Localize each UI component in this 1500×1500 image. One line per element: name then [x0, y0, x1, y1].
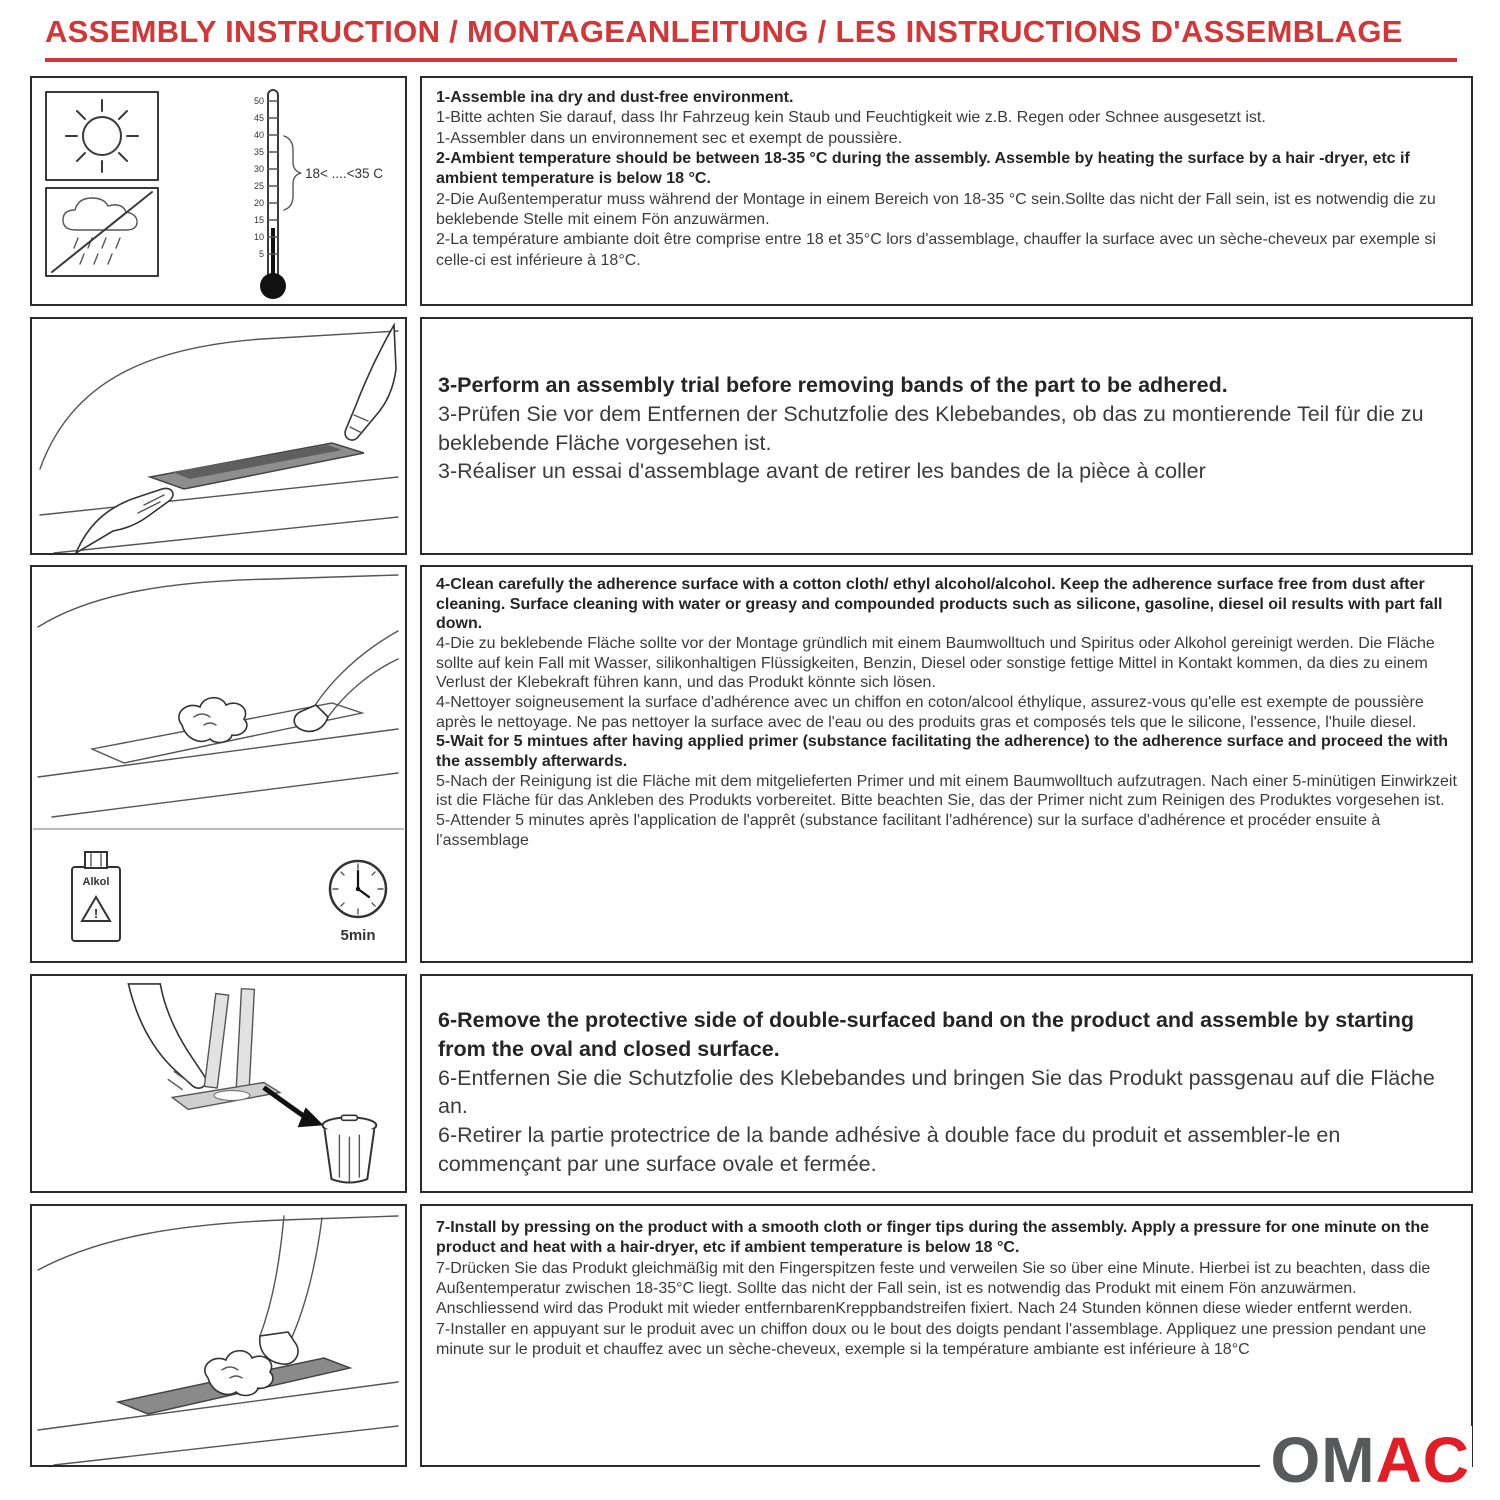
step-5-de: 5-Nach der Reinigung ist die Fläche mit dem mitgelieferten Primer und mit einem Baumwolltuch aufzutragen. Nach einer 5-minütigen Einwirkzeit ist die Fläche für das Ankleben des Produkts vorbereitet. Bitte beachten Sie, das der Primer nicht zum Reinigen des Produktes vorgesehen ist. — [436, 772, 1457, 810]
thermo-tick-label: 50 — [253, 96, 264, 106]
step-5-en: 5-Wait for 5 mintues after having applied primer (substance facilitating the adherence) to the adherence surface and proceed the with the assembly afterwards. — [436, 733, 1449, 771]
thermo-tick-label: 5 — [258, 249, 264, 259]
step-1-2-text — [420, 76, 1473, 306]
step-1-en: 1-Assemble ina dry and dust-free environment. — [436, 89, 794, 106]
step-4-en: 4-Clean carefully the adherence surface with a cotton cloth/ ethyl alcohol/alcohol. Keep the adherence surface free from dust after cleaning. Surface cleaning with water or greasy and compounded products such as silicone, gasoline, diesel oil results with part fall down. — [436, 576, 1443, 633]
step-4-5-figure — [30, 565, 407, 963]
step-1-de: 1-Bitte achten Sie darauf, dass Ihr Fahrzeug kein Staub und Feuchtigkeit wie z.B. Regen oder Schnee ausgesetzt ist. — [436, 109, 1266, 127]
thermo-tick-label: 45 — [253, 113, 264, 123]
cleaning-figure — [32, 567, 405, 961]
logo-ac: AC — [1375, 1424, 1470, 1496]
peeling-hand-icon — [128, 984, 205, 1090]
arrow-icon — [264, 1087, 324, 1127]
warning-exclamation: ! — [93, 906, 99, 921]
sun-icon — [46, 92, 158, 180]
thermo-tick-label: 25 — [253, 181, 264, 191]
clock-caption: 5min — [340, 927, 376, 944]
right-hand-icon — [345, 325, 396, 440]
step-6-en: 6-Remove the protective side of double-surfaced band on the product and assemble by starting from the oval and closed surface. — [438, 1008, 1415, 1061]
pressing-cloth-icon — [205, 1351, 273, 1396]
thermo-tick-label: 40 — [253, 130, 264, 140]
step-2-en: 2-Ambient temperature should be between 18-35 °C during the assembly. Assemble by heating the surface by a hair -dryer, etc if ambient temperature is below 18 °C. — [436, 149, 1410, 188]
step-3-text — [420, 317, 1473, 555]
step-7-figure — [30, 1204, 407, 1467]
step-4-de: 4-Die zu beklebende Fläche sollte vor der Montage gründlich mit einem Baumwolltuch und Spiritus oder Alkohol gereinigt werden. Die Fläche sollte auf kein Fall mit Wasser, silikonhaltigen Flüssigkeiten, Benzin, Diesel oder sonstige fettige Mittel in Kontakt kommen, da dies zu einem Verlust der Klebekraft führen kann, und das Produkt könnte sich lösen. — [436, 635, 1435, 692]
step-3-en: 3-Perform an assembly trial before removing bands of the part to be adhered. — [438, 373, 1228, 397]
cleaning-cloth-icon — [179, 698, 247, 743]
trial-placement-figure — [32, 319, 405, 553]
logo-om: OM — [1270, 1424, 1376, 1496]
step-2-de: 2-Die Außentemperatur muss während der Montage in einem Bereich von 18-35 °C sein.Sollte das nicht der Fall sein, ist es notwendig die zu beklebende Stelle mit einem Fön anzuwärmen. — [436, 190, 1436, 228]
step-1-2-figure — [30, 76, 407, 306]
peel-band-figure — [32, 976, 405, 1191]
thermometer-icon — [254, 90, 383, 299]
thermo-tick-label: 30 — [253, 164, 264, 174]
title-underline — [45, 58, 1457, 62]
step-5-fr: 5-Attender 5 minutes après l'application de l'apprêt (substance facilitant l'adhérence) sur la surface d'adhérence et procéder ensuite à l'assemblage — [436, 812, 1381, 849]
alcohol-bottle-icon — [72, 852, 120, 941]
step-6-fr: 6-Retirer la partie protectrice de la bande adhésive à double face du produit et assembler-le en commençant par une surface ovale et fermée. — [438, 1123, 1341, 1176]
press-install-figure — [32, 1206, 405, 1465]
step-6-de: 6-Entfernen Sie die Schutzfolie des Klebebandes und bringen Sie das Produkt passgenau auf die Fläche an. — [438, 1065, 1435, 1119]
thermo-range-label: 18< ....<35 C — [305, 166, 384, 181]
step-2-fr: 2-La température ambiante doit être comprise entre 18 et 35°C lors d'assemblage, chauffer la surface avec un sèche-cheveux par exemple si celle-ci est inférieure à 18°C. — [436, 231, 1436, 269]
clock-icon — [330, 861, 386, 944]
protective-bands — [204, 989, 254, 1088]
no-rain-icon — [46, 188, 158, 276]
step-3-de: 3-Prüfen Sie vor dem Entfernen der Schutzfolie des Klebebandes, ob das zu montierende Teil für die zu beklebende Fläche vorgesehen ist. — [438, 401, 1424, 455]
trash-can-icon — [323, 1115, 377, 1182]
step-7-en: 7-Install by pressing on the product with a smooth cloth or finger tips during the assembly. Apply a pressure for one minute on the product and heat with a hair-dryer, etc if ambient temperature is below 18 °C. — [436, 1219, 1429, 1257]
step-4-5-text — [420, 565, 1473, 963]
thermo-tick-label: 15 — [253, 215, 264, 225]
pressing-hand-icon — [260, 1216, 322, 1364]
environment-temperature-figure — [32, 78, 405, 304]
step-7-fr: 7-Installer en appuyant sur le produit avec un chiffon doux ou le bout des doigts pendant l'assemblage. Appliquez une pression pendant une minute sur le produit et chauffez avec un sèche-cheveux, exemple si la température ambiante est inférieure à 18°C — [436, 1320, 1427, 1358]
product-piece — [172, 1083, 280, 1110]
omac-logo — [1260, 1426, 1472, 1494]
thermo-tick-label: 20 — [253, 198, 264, 208]
step-3-fr: 3-Réaliser un essai d'assemblage avant de retirer les bandes de la pièce à coller — [438, 459, 1206, 484]
step-1-fr: 1-Assembler dans un environnement sec et exempt de poussière. — [436, 129, 903, 147]
step-7-de: 7-Drücken Sie das Produkt gleichmäßig mit den Fingerspitzen feste und verweilen Sie so über eine Minute. Hierbei ist zu beachten, dass die Außentemperatur zwischen 18-35°C liegt. Sollte das nicht der Fall sein, ist es notwendig das Produkt mit einem Fön anzuwärmen. Anschliessend wird das Produkt mit wieder entfernbarenKreppbandstreifen fixiert. Nach 24 Stunden können diese wieder entfernt werden. — [436, 1259, 1431, 1318]
alcohol-label: Alkol — [82, 876, 110, 888]
step-4-fr: 4-Nettoyer soigneusement la surface d'adhérence avec un chiffon en coton/alcool éthylique, assurez-vous qu'elle est exempte de poussière après le nettoyage. Ne pas nettoyer la surface avec de l'eau ou des produits gras et composés tels que le silicone, l'essence, l'huile diesel. — [436, 694, 1424, 731]
page-title: ASSEMBLY INSTRUCTION / MONTAGEANLEITUNG / LES INSTRUCTIONS D'ASSEMBLAGE — [45, 14, 1403, 49]
step-3-figure — [30, 317, 407, 555]
step-6-text — [420, 974, 1473, 1193]
thermo-tick-label: 10 — [253, 232, 264, 242]
thermo-tick-label: 35 — [253, 147, 264, 157]
left-hand-icon — [76, 488, 173, 553]
step-6-figure — [30, 974, 407, 1193]
